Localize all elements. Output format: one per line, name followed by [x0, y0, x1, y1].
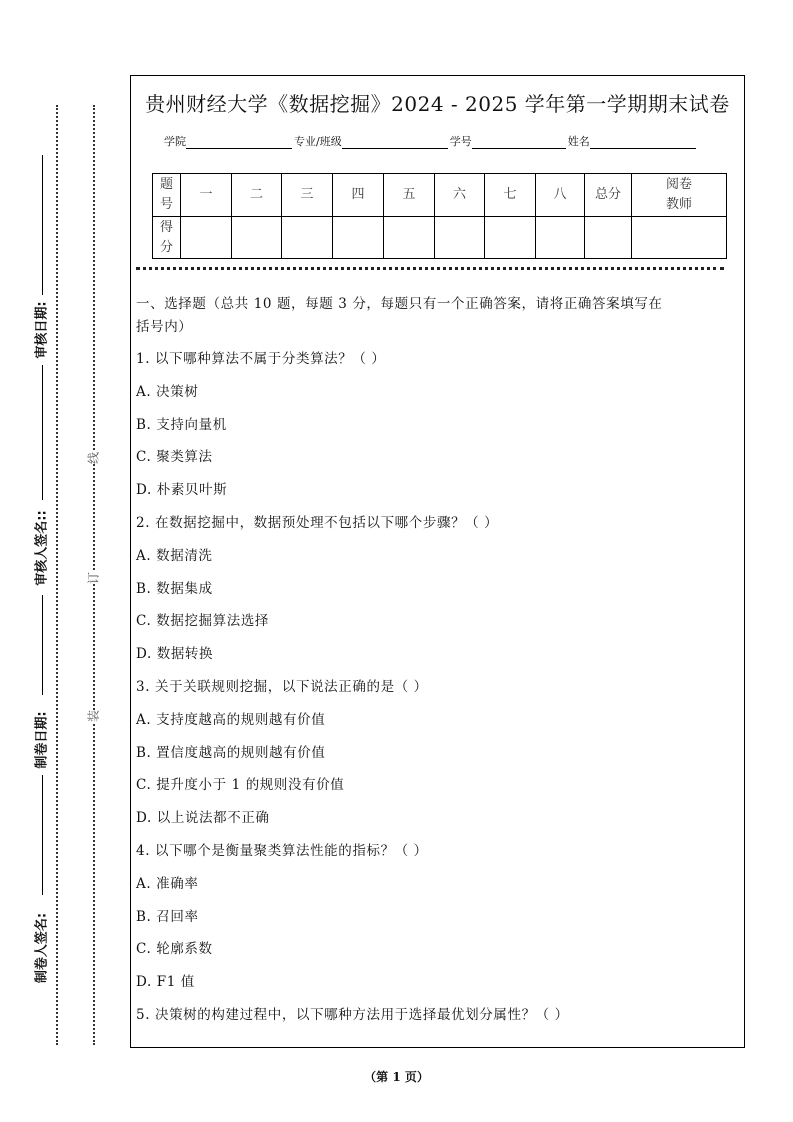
col-7: 七 [485, 174, 536, 217]
col-3: 三 [282, 174, 333, 217]
reviewer-sign-line [42, 365, 43, 500]
answer-option: D. 以上说法都不正确 [136, 810, 270, 827]
question: 5. 决策树的构建过程中，以下哪种方法用于选择最优划分属性？（ ） [136, 1007, 569, 1023]
maker-sign-label: 制卷人签名: [34, 912, 50, 984]
section-heading: 一、选择题（总共 10 题，每题 3 分，每题只有一个正确答案，请将正确答案填写在 [136, 296, 663, 312]
binding-char-xian: 线 [83, 452, 104, 464]
binding-char-ding: 订 [83, 572, 104, 584]
answer-option: B. 数据集成 [136, 580, 213, 597]
col-total: 总分 [585, 174, 632, 217]
answer-option: B. 召回率 [136, 908, 199, 925]
score-cell[interactable] [333, 217, 384, 259]
row-label-score: 得 分 [153, 217, 181, 259]
binding-char-zhuang: 装 [83, 710, 104, 722]
answer-option: B. 置信度越高的规则越有价值 [136, 744, 326, 761]
name-field[interactable] [590, 136, 696, 149]
score-cell[interactable] [282, 217, 333, 259]
review-date-label: 审核日期: [34, 301, 50, 359]
review-date-line [42, 155, 43, 295]
answer-option: A. 支持度越高的规则越有价值 [136, 711, 326, 728]
col-2: 二 [232, 174, 282, 217]
exam-title: 贵州财经大学《数据挖掘》2024 - 2025 学年第一学期期末试卷 [145, 92, 730, 116]
answer-option: C. 聚类算法 [136, 449, 213, 466]
answer-option: C. 提升度小于 1 的规则没有价值 [136, 777, 345, 794]
score-cell[interactable] [384, 217, 435, 259]
maker-date-label: 制卷日期: [34, 711, 50, 769]
reviewer-sign-label: 审核人签名:: [34, 510, 50, 586]
answer-option: D. 数据转换 [136, 646, 214, 663]
answer-option: C. 轮廓系数 [136, 941, 213, 958]
score-cell[interactable] [585, 217, 632, 259]
dotted-separator [136, 267, 724, 270]
binding-dotted-line-outer [56, 105, 58, 1045]
col-1: 一 [181, 174, 232, 217]
question: 2. 在数据挖掘中，数据预处理不包括以下哪个步骤？（ ） [136, 515, 499, 531]
college-label: 学院 [164, 135, 186, 148]
col-8: 八 [536, 174, 585, 217]
name-label: 姓名 [567, 135, 590, 148]
col-4: 四 [333, 174, 384, 217]
row-label-question: 题 号 [153, 174, 181, 217]
score-cell[interactable] [536, 217, 585, 259]
exam-page-frame [130, 75, 745, 1048]
answer-option: D. F1 值 [136, 974, 195, 991]
major-class-field[interactable] [342, 136, 448, 149]
maker-date-line [42, 775, 43, 895]
answer-option: A. 数据清洗 [136, 547, 213, 564]
question-number-row [153, 174, 727, 217]
page-number: （第 1 页） [364, 1070, 429, 1084]
score-table [152, 173, 727, 259]
student-id-field[interactable] [472, 136, 566, 149]
answer-option: D. 朴素贝叶斯 [136, 482, 228, 499]
score-cell[interactable] [485, 217, 536, 259]
section-heading-cont: 括号内） [136, 319, 193, 335]
score-cell[interactable] [181, 217, 232, 259]
answer-option: B. 支持向量机 [136, 416, 227, 433]
major-class-label: 专业/班级 [294, 135, 342, 148]
col-grader: 阅卷 教师 [632, 174, 727, 217]
answer-option: A. 决策树 [136, 383, 199, 400]
answer-option: A. 准确率 [136, 875, 199, 892]
score-cell[interactable] [632, 217, 727, 259]
question: 4. 以下哪个是衡量聚类算法性能的指标？（ ） [136, 843, 428, 859]
col-5: 五 [384, 174, 435, 217]
score-row [153, 217, 727, 259]
student-id-label: 学号 [449, 135, 472, 148]
student-info-line [164, 133, 698, 149]
col-6: 六 [435, 174, 485, 217]
question: 3. 关于关联规则挖掘，以下说法正确的是（ ） [136, 679, 428, 695]
score-cell[interactable] [435, 217, 485, 259]
reviewer-sign-line-2 [42, 595, 43, 695]
college-field[interactable] [186, 136, 292, 149]
question: 1. 以下哪种算法不属于分类算法？（ ） [136, 351, 386, 367]
score-cell[interactable] [232, 217, 282, 259]
answer-option: C. 数据挖掘算法选择 [136, 613, 270, 630]
